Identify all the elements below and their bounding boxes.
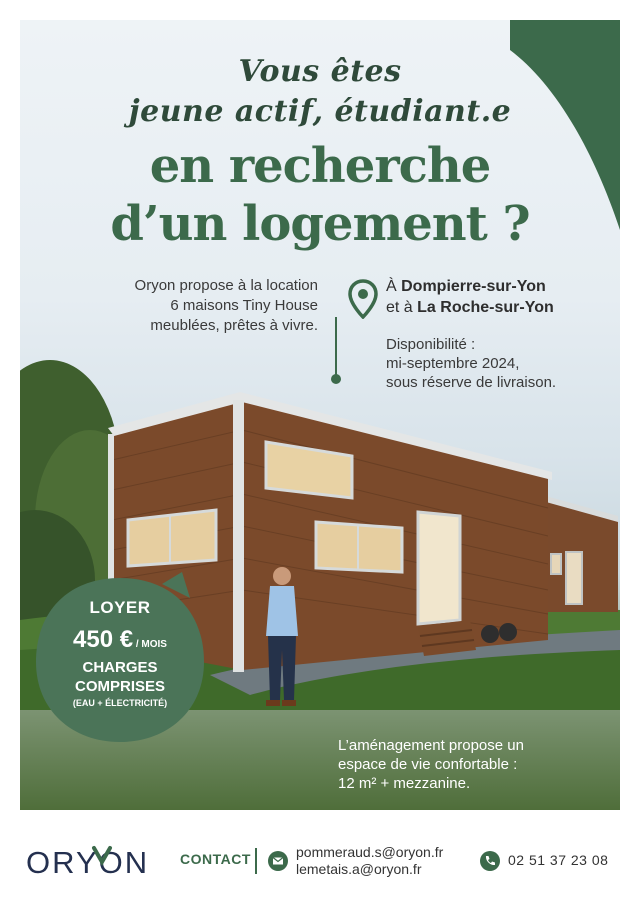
headline-main-line1: en recherche xyxy=(149,138,491,194)
availability-line: mi-septembre 2024, xyxy=(386,355,520,372)
rent-badge xyxy=(32,570,208,746)
contact-label: CONTACT xyxy=(180,851,251,867)
headline-main-line2: d’un logement ? xyxy=(110,196,530,252)
email-link[interactable]: pommeraud.s@oryon.fr xyxy=(296,844,444,860)
intro-line: Oryon propose à la location xyxy=(134,277,318,294)
amenities-line: espace de vie confortable : xyxy=(338,756,518,773)
intro-line: 6 maisons Tiny House xyxy=(170,297,318,314)
contact-separator xyxy=(255,848,257,874)
location-text xyxy=(386,276,554,318)
availability-line: sous réserve de livraison. xyxy=(386,374,557,391)
rent-per: / MOIS xyxy=(133,639,167,650)
rent-note: (EAU + ÉLECTRICITÉ) xyxy=(72,698,168,708)
city-dompierre: Dompierre-sur-Yon xyxy=(401,278,546,295)
headline-script-line1: Vous êtes xyxy=(238,54,402,89)
availability-line: Disponibilité : xyxy=(386,336,476,353)
amenities-line: 12 m² + mezzanine. xyxy=(338,775,471,792)
email-link[interactable]: lemetais.a@oryon.fr xyxy=(296,861,422,877)
mail-icon xyxy=(268,851,288,871)
amenities-line: L’aménagement propose un xyxy=(338,737,524,754)
headline-script-line2: jeune actif, étudiant.e xyxy=(128,94,512,129)
intro-line: meublées, prêtes à vivre. xyxy=(150,317,318,334)
rent-charges-line1: CHARGES xyxy=(82,659,158,676)
rent-amount: 450 € xyxy=(73,626,134,653)
phone-icon xyxy=(480,851,500,871)
rent-amount-row xyxy=(32,626,208,654)
rent-charges-line2: COMPRISES xyxy=(74,678,165,695)
location-prefix: et à xyxy=(386,299,418,316)
intro-text xyxy=(58,276,318,336)
phone-number[interactable]: 02 51 37 23 08 xyxy=(508,852,609,868)
oryon-logo xyxy=(26,842,166,882)
location-pin-icon xyxy=(348,279,378,319)
svg-text:ORYON: ORYON xyxy=(26,845,150,880)
location-prefix: À xyxy=(386,278,402,295)
contact-emails xyxy=(296,844,443,878)
amenities-text xyxy=(338,736,598,793)
footer xyxy=(0,818,640,905)
city-la-roche: La Roche-sur-Yon xyxy=(417,299,554,316)
rent-label: LOYER xyxy=(89,598,151,617)
